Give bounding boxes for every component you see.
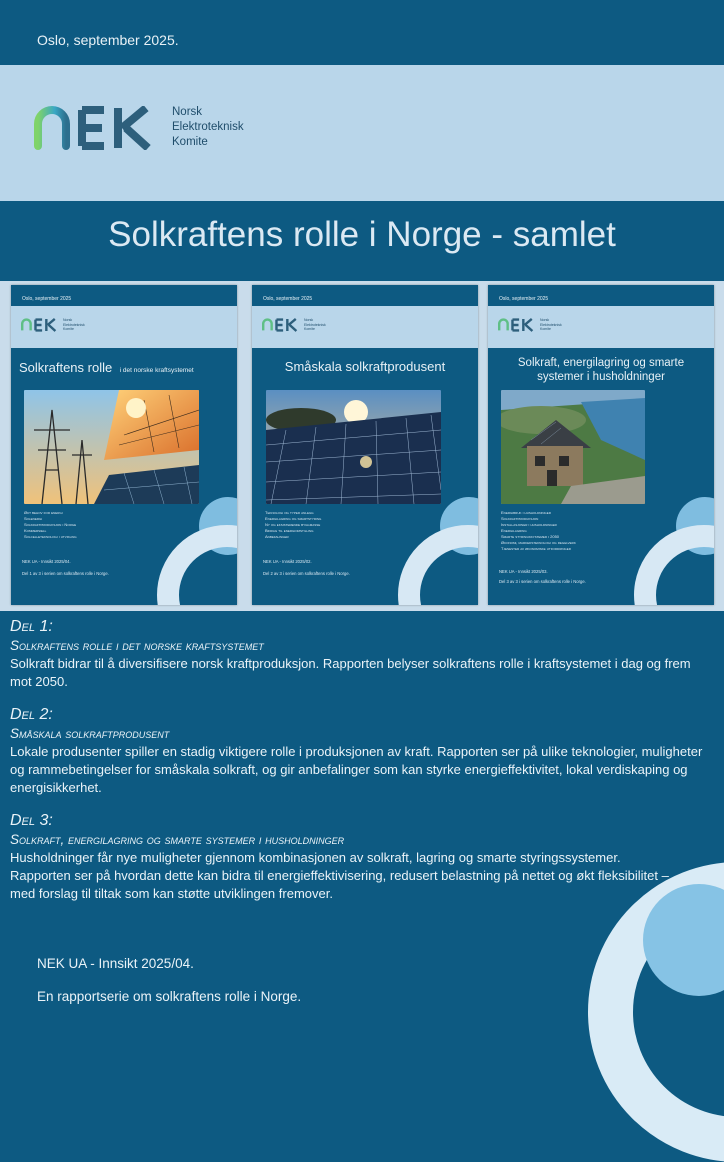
logo-line-3: Komite — [172, 136, 208, 148]
cover-bullet: Installasjoner i husholdninger — [501, 522, 557, 527]
part-heading: Solkraftens rolle i det norske kraftsystemet — [10, 638, 264, 653]
logo-line-1: Norsk — [172, 106, 203, 118]
cover-date: Oslo, september 2025 — [263, 296, 313, 302]
document-date: Oslo, september 2025. — [37, 32, 179, 48]
part-label: Del 1: — [10, 618, 53, 635]
cover-bullet: Ny og eksisterende byggmasse — [265, 522, 321, 527]
footer-series: En rapportserie om solkraftens rolle i Norge. — [37, 989, 302, 1004]
top-bar — [0, 0, 724, 65]
cover-title-sub: i det norske kraftsystemet — [119, 367, 194, 374]
cover-nek-logo — [21, 318, 85, 332]
cover-bullet: Teknologi og typer anlegg — [265, 510, 314, 515]
cover-footer-1: NEK UA - Innsikt 2025/04. — [22, 559, 71, 564]
cover-logo-band — [252, 306, 478, 348]
report-cover-3 — [488, 285, 714, 605]
cover-bullets — [265, 510, 321, 540]
cover-footer-1: NEK UA - Innsikt 2025/02. — [263, 559, 312, 564]
cover-nek-logo — [498, 318, 562, 332]
cover-title: Solkraft, energilagring og smarte systemer i husholdninger — [517, 357, 685, 383]
cover-footer-1: NEK UA - Innsikt 2025/03. — [499, 569, 548, 574]
report-cover-2 — [252, 285, 478, 605]
cover-bullet: Smarte styringssystemer i 2050 — [501, 534, 560, 539]
part-body: Solkraft bidrar til å diversifisere norsk kraftproduksjon. Rapporten belyser solkraftens rolle i kraftsystemet i dag og frem mot 2050. — [10, 656, 691, 689]
cover-logo-line-1: Norsk — [540, 318, 550, 323]
cover-footer-2: Del 1 av 3 i serien om solkraftens rolle i Norge. — [22, 571, 109, 576]
parts-list — [10, 617, 710, 917]
cover-bullet: Energilagring og smartstyring — [265, 516, 322, 521]
cover-decor-arc — [398, 525, 478, 605]
cover-logo-line-3: Komite — [63, 327, 74, 332]
cover-bullet: Bidrag til energiomstilling — [265, 528, 314, 533]
cover-footer-2: Del 3 av 3 i serien om solkraftens rolle i Norge. — [499, 579, 586, 584]
logo-band — [0, 65, 724, 201]
cover-bullet: Energibruk i husholdninger — [501, 510, 551, 515]
cover-logo-line-3: Komite — [540, 327, 551, 332]
cover-title-main: Solkraftens rolle — [19, 360, 113, 375]
cover-logo-band — [488, 306, 714, 348]
cover-bullet: Solkraftproduksjon — [501, 516, 539, 521]
cover-bullet: Økt behov for energi — [24, 510, 63, 515]
cover-logo-line-1: Norsk — [304, 318, 314, 323]
cover-bullet: Kommersiell — [24, 528, 47, 533]
cover-image-solar-field — [266, 390, 441, 504]
cover-logo-line-2: Elektroteknisk — [304, 322, 326, 327]
cover-bullet: Økonomi, markedsteknologi og regelverk — [501, 540, 576, 545]
cover-bullets — [24, 510, 77, 540]
cover-bullet: Solenergi — [24, 516, 43, 521]
page-title: Solkraftens rolle i Norge - samlet — [108, 215, 616, 254]
part-label: Del 3: — [10, 812, 53, 829]
part-3 — [10, 811, 710, 903]
part-body: Husholdninger får nye muligheter gjennom kombinasjonen av solkraft, lagring og smarte styringssystemer. Rapporten ser på hvordan dette kan bidra til energieffektivisering, redusert belastning på nettet og økt fleksibilitet – med forslag til tiltak som kan støtte utviklingen fremover. — [10, 850, 669, 901]
nek-logo-icon — [262, 318, 300, 332]
part-2 — [10, 705, 710, 797]
cover-bullet: Energilagring — [501, 528, 527, 533]
cover-footer-2: Del 2 av 3 i serien om solkraftens rolle i Norge. — [263, 571, 350, 576]
cover-logo-line-2: Elektroteknisk — [63, 322, 85, 327]
part-label: Del 2: — [10, 706, 53, 723]
cover-date: Oslo, september 2025 — [499, 296, 549, 302]
cover-title — [19, 359, 229, 377]
cover-bullet: Anbefalinger — [265, 534, 289, 539]
nek-logo-icon — [498, 318, 536, 332]
cover-logo-line-1: Norsk — [63, 318, 73, 323]
cover-date: Oslo, september 2025 — [22, 296, 72, 302]
part-body: Lokale produsenter spiller en stadig viktigere rolle i produksjonen av kraft. Rapporten ser på ulike teknologier, muligheter og rammebetingelser for småskala solkraft, og gir anbefalinger som kan styrke energieffektivitet, lokal verdiskaping og energisikkerhet. — [10, 744, 703, 795]
footer-report-id: NEK UA - Innsikt 2025/04. — [37, 956, 194, 971]
title-band — [0, 201, 724, 281]
cover-bullet: Solcelleteknologi i utvikling — [24, 534, 77, 539]
part-heading: Småskala solkraftprodusent — [10, 726, 170, 741]
cover-bullet: Solkraftproduksjon i Norge — [24, 522, 77, 527]
nek-logo-icon — [34, 106, 160, 150]
cover-bullets — [501, 510, 576, 552]
part-1 — [10, 617, 710, 691]
cover-decor-arc — [634, 525, 714, 605]
cover-bullet: Tjenester av økonomiske utfordringer — [501, 546, 571, 551]
cover-image-solar-pylons — [24, 390, 199, 504]
cover-nek-logo — [262, 318, 326, 332]
cover-logo-line-2: Elektroteknisk — [540, 322, 562, 327]
logo-line-2: Elektroteknisk — [172, 121, 244, 133]
cover-title: Småskala solkraftprodusent — [284, 359, 446, 374]
nek-logo — [34, 105, 244, 150]
report-cover-1 — [11, 285, 237, 605]
cover-image-house — [501, 390, 645, 504]
cover-decor-arc — [157, 525, 237, 605]
cover-logo-line-3: Komite — [304, 327, 315, 332]
part-heading: Solkraft, energilagring og smarte systemer i husholdninger — [10, 832, 345, 847]
nek-logo-icon — [21, 318, 59, 332]
cover-logo-band — [11, 306, 237, 348]
